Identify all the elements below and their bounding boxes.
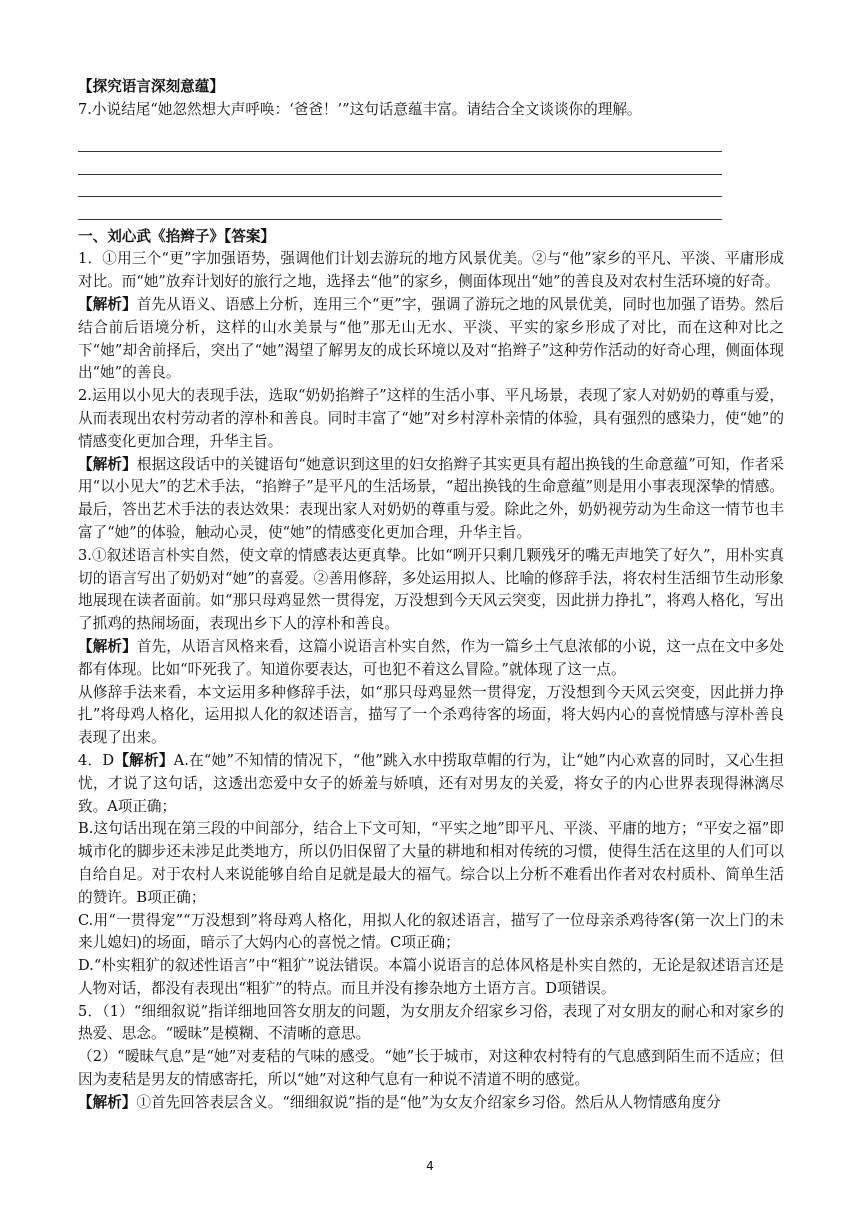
answer-4-option-b: B.这句话出现在第三段的中间部分，结合上下文可知，“平实之地”即平凡、平淡、平庸的地方；“平安之福”即城市化的脚步还未涉足此类地方，所以仍旧保留了大量的耕地和相对传统的习惯，使得生活在这里的人们可以自给自足。对于农村人来说能够自给自足就是最大的福气。综合以上分析不难看出作者对农村质朴、简单生活的赞许。B项正确；	[78, 820, 784, 906]
answer-blank-line[interactable]	[78, 152, 722, 175]
section-title: 【探究语言深刻意蕴】	[78, 78, 224, 95]
answer-2-analysis	[78, 454, 784, 545]
analysis-tag: 【解析】	[114, 751, 174, 769]
answer-blank-lines	[78, 130, 784, 220]
answer-4-choice: 4．D	[78, 751, 115, 769]
analysis-text: ①首先回答表层含义。“细细叙说”指的是“他”为女友介绍家乡习俗。然后从人物情感角度分	[136, 1093, 721, 1111]
question-7: 7.小说结尾“她忽然想大声呼唤：‘爸爸！’”这句话意蕴丰富。请结合全文谈谈你的理解。	[78, 100, 642, 118]
answer-4-option-a: A.在“她”不知情的情况下，“他”跳入水中捞取草帽的行为，让“她”内心欢喜的同时，又心生担忧，才说了这句话，这透出恋爱中女子的娇羞与娇嗔，还有对男友的关爱，将女子的内心世界表现得淋漓尽致。A项正确；	[78, 751, 784, 815]
answer-3: 3.①叙述语言朴实自然，使文章的情感表达更真挚。比如“咧开只剩几颗残牙的嘴无声地笑了好久”，用朴实真切的语言写出了奶奶对“她”的喜爱。②善用修辞，多处运用拟人、比喻的修辞手法，将农村生活细节生动形象地展现在读者面前。如“那只母鸡显然一贯得宠，万没想到今天风云突变，因此拼力挣扎”，将鸡人格化，写出了抓鸡的热闹场面，表现出乡下人的淳朴和善良。	[78, 546, 784, 633]
answer-3-analysis	[78, 636, 784, 682]
answer-4	[78, 750, 784, 818]
answer-4-option-c: C.用“一贯得宠”“万没想到”将母鸡人格化，用拟人化的叙述语言，描写了一位母亲杀鸡待客(第一次上门的未来儿媳妇)的场面，暗示了大妈内心的喜悦之情。C项正确；	[78, 911, 784, 952]
answer-1: 1．①用三个“更”字加强语势，强调他们计划去游玩的地方风景优美。②与“他”家乡的平凡、平淡、平庸形成对比。而“她”放弃计划好的旅行之地，选择去“他”的家乡，侧面体现出“她”的善良及对农村生活环境的好奇。	[78, 250, 784, 291]
analysis-tag: 【解析】	[78, 1093, 137, 1111]
page-number: 4	[426, 1159, 434, 1173]
answer-5-part-2: （2）“暧昧气息”是“她”对麦秸的气味的感受。“她”长于城市，对这种农村特有的气息感到陌生而不适应；但因为麦秸是男友的情感寄托，所以“她”对这种气息有一种说不清道不明的感觉。	[78, 1048, 784, 1089]
answer-blank-line[interactable]	[78, 130, 722, 153]
answer-2: 2.运用以小见大的表现手法，选取“奶奶掐辫子”这样的生活小事、平凡场景，表现了家人对奶奶的尊重与爱，从而表现出农村劳动者的淳朴和善良。同时丰富了“她”对乡村淳朴亲情的体验，具有强烈的感染力，使“她”的情感变化更加合理，升华主旨。	[78, 387, 784, 450]
page-content	[78, 76, 784, 1115]
analysis-text: 首先，从语言风格来看，这篇小说语言朴实自然，作为一篇乡土气息浓郁的小说，这一点在文中多处都有体现。比如“吓死我了。知道你要表达，可也犯不着这么冒险。”就体现了这一点。	[78, 637, 784, 678]
answer-3-analysis-continued: 从修辞手法来看，本文运用多种修辞手法，如“那只母鸡显然一贯得宠，万没想到今天风云突变，因此拼力挣扎”将母鸡人格化，运用拟人化的叙述语言，描写了一个杀鸡待客的场面，将大妈内心的喜悦情感与淳朴善良表现了出来。	[78, 683, 784, 747]
answer-blank-line[interactable]	[78, 175, 722, 198]
analysis-tag: 【解析】	[78, 295, 137, 313]
answer-1-analysis	[78, 294, 784, 385]
analysis-tag: 【解析】	[78, 455, 137, 473]
answer-4-option-d: D.“朴实粗犷的叙述性语言”中“粗犷”说法错误。本篇小说语言的总体风格是朴实自然的，无论是叙述语言还是人物对话，都没有表现出“粗犷”的特点。而且并没有掺杂地方土语方言。D项错误。	[78, 957, 784, 997]
analysis-text: 首先从语义、语感上分析，连用三个“更”字，强调了游玩之地的风景优美，同时也加强了语势。然后结合前后语境分析，这样的山水美景与“他”那无山无水、平淡、平实的家乡形成了对比，而在这种对比之下“她”却舍前择后，突出了“她”渴望了解男友的成长环境以及对“掐辫子”这种劳作活动的好奇心理，侧面体现出“她”的善良。	[78, 295, 784, 382]
analysis-tag: 【解析】	[78, 637, 137, 655]
answer-heading: 一、刘心武《掐辫子》【答案】	[78, 227, 276, 245]
answer-5-part-1: 5．（1）“细细叙说”指详细地回答女朋友的问题，为女朋友介绍家乡习俗，表现了对女朋友的耐心和对家乡的热爱、思念。“暧昧”是模糊、不清晰的意思。	[78, 1002, 784, 1043]
answer-5-analysis	[78, 1092, 784, 1115]
analysis-text: 根据这段话中的关键语句“她意识到这里的妇女掐辫子其实更具有超出换钱的生命意蕴”可知，作者采用“以小见大”的艺术手法，“掐辫子”是平凡的生活场景，“超出换钱的生命意蕴”则是用小事表现深挚的情感。最后，答出艺术手法的表达效果：表现出家人对奶奶的尊重与爱。除此之外，奶奶视劳动为生命这一情节也丰富了“她”的体验，触动心灵，使“她”的情感变化更加合理，升华主旨。	[78, 455, 784, 541]
answer-blank-line[interactable]	[78, 197, 722, 220]
